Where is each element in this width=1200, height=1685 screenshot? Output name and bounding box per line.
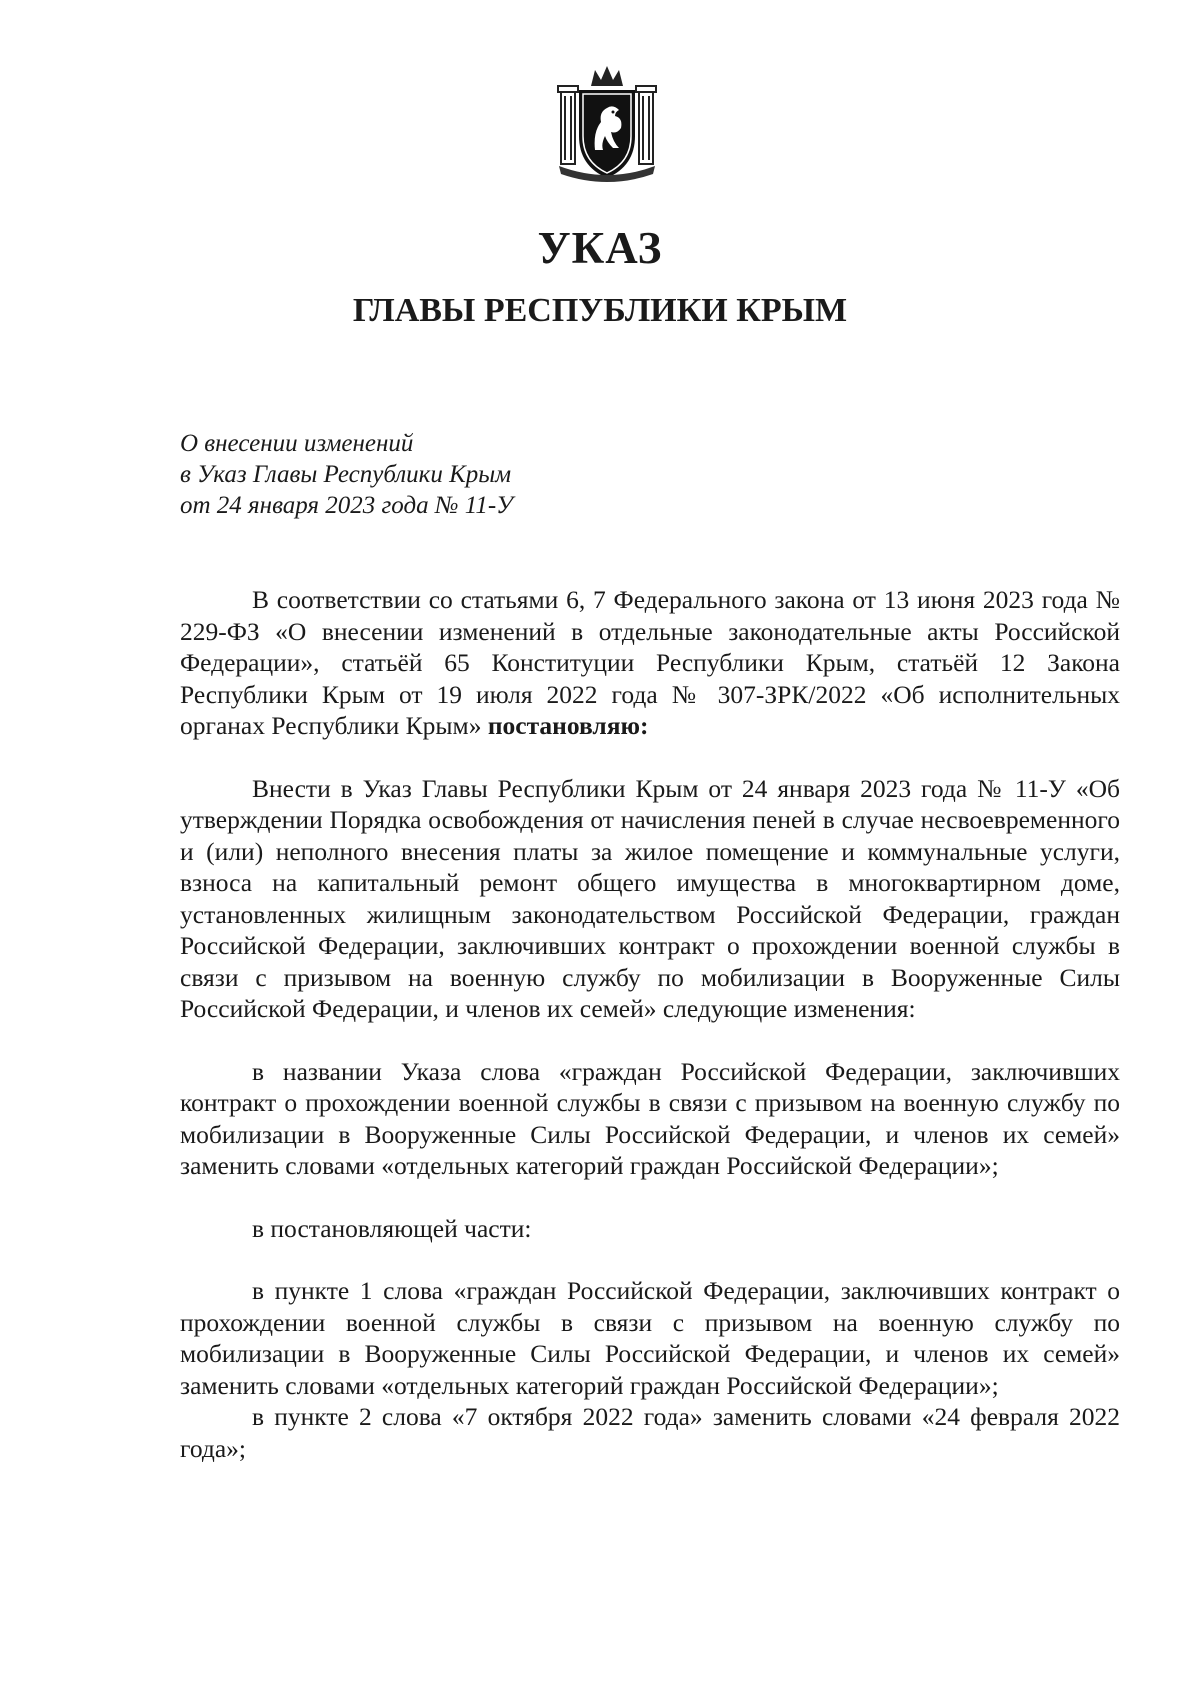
- paragraph-main-amendment: Внести в Указ Главы Республики Крым от 24 января 2023 года № 11-У «Об утверждении Порядка освобождения от начисления пеней в случае несвоевременного и (или) неполного внесения платы за жилое помещение и коммунальные услуги, взноса на капитальный ремонт общего имущества в многоквартирном доме, установленных жилищным законодательством Российской Федерации, граждан Российской Федерации, заключивших контракт о прохождении военной службы в связи с призывом на военную службу по мобилизации в Вооруженные Силы Российской Федерации, и членов их семей» следующие изменения:: [180, 773, 1120, 1023]
- subject-line: в Указ Главы Республики Крым: [180, 461, 512, 488]
- decree-keyword: постановляю:: [487, 711, 649, 740]
- subject-line: от 24 января 2023 года № 11-У: [180, 492, 513, 519]
- document-title: УКАЗ: [537, 223, 663, 273]
- paragraph-item-1: в пункте 1 слова «граждан Российской Федерации, заключивших контракт о прохождении военной службы в связи с призывом на военную службу по мобилизации в Вооруженные Силы Российской Федерации, и членов их семей» заменить словами «отдельных категорий граждан Российской Федерации»;: [180, 1276, 1120, 1400]
- subject-line: О внесении изменений: [180, 430, 414, 457]
- paragraph-operative-part: в постановляющей части:: [252, 1213, 532, 1243]
- document-subject: [180, 428, 513, 521]
- preamble-text: В соответствии со статьями 6, 7 Федерального закона от 13 июня 2023 года № 229-ФЗ «О внесении изменений в отдельные законодательные акты Российской Федерации», статьёй 65 Конституции Республики Крым, статьёй 12 Закона Республики Крым от 19 июля 2022 года № 307-ЗРК/2022 «Об исполнительных органах Республики Крым»: [180, 585, 1120, 740]
- paragraph-title-change: в названии Указа слова «граждан Российской Федерации, заключивших контракт о прохождении военной службы в связи с призывом на военную службу по мобилизации в Вооруженные Силы Российской Федерации, и членов их семей» заменить словами «отдельных категорий граждан Российской Федерации»;: [180, 1056, 1120, 1180]
- paragraph-item-2: в пункте 2 слова «7 октября 2022 года» заменить словами «24 февраля 2022 года»;: [180, 1402, 1120, 1463]
- crimea-coat-of-arms-icon: [555, 62, 659, 186]
- paragraph-preamble: [180, 584, 1120, 742]
- document-subtitle: ГЛАВЫ РЕСПУБЛИКИ КРЫМ: [352, 292, 848, 329]
- document-body: [180, 584, 1120, 1464]
